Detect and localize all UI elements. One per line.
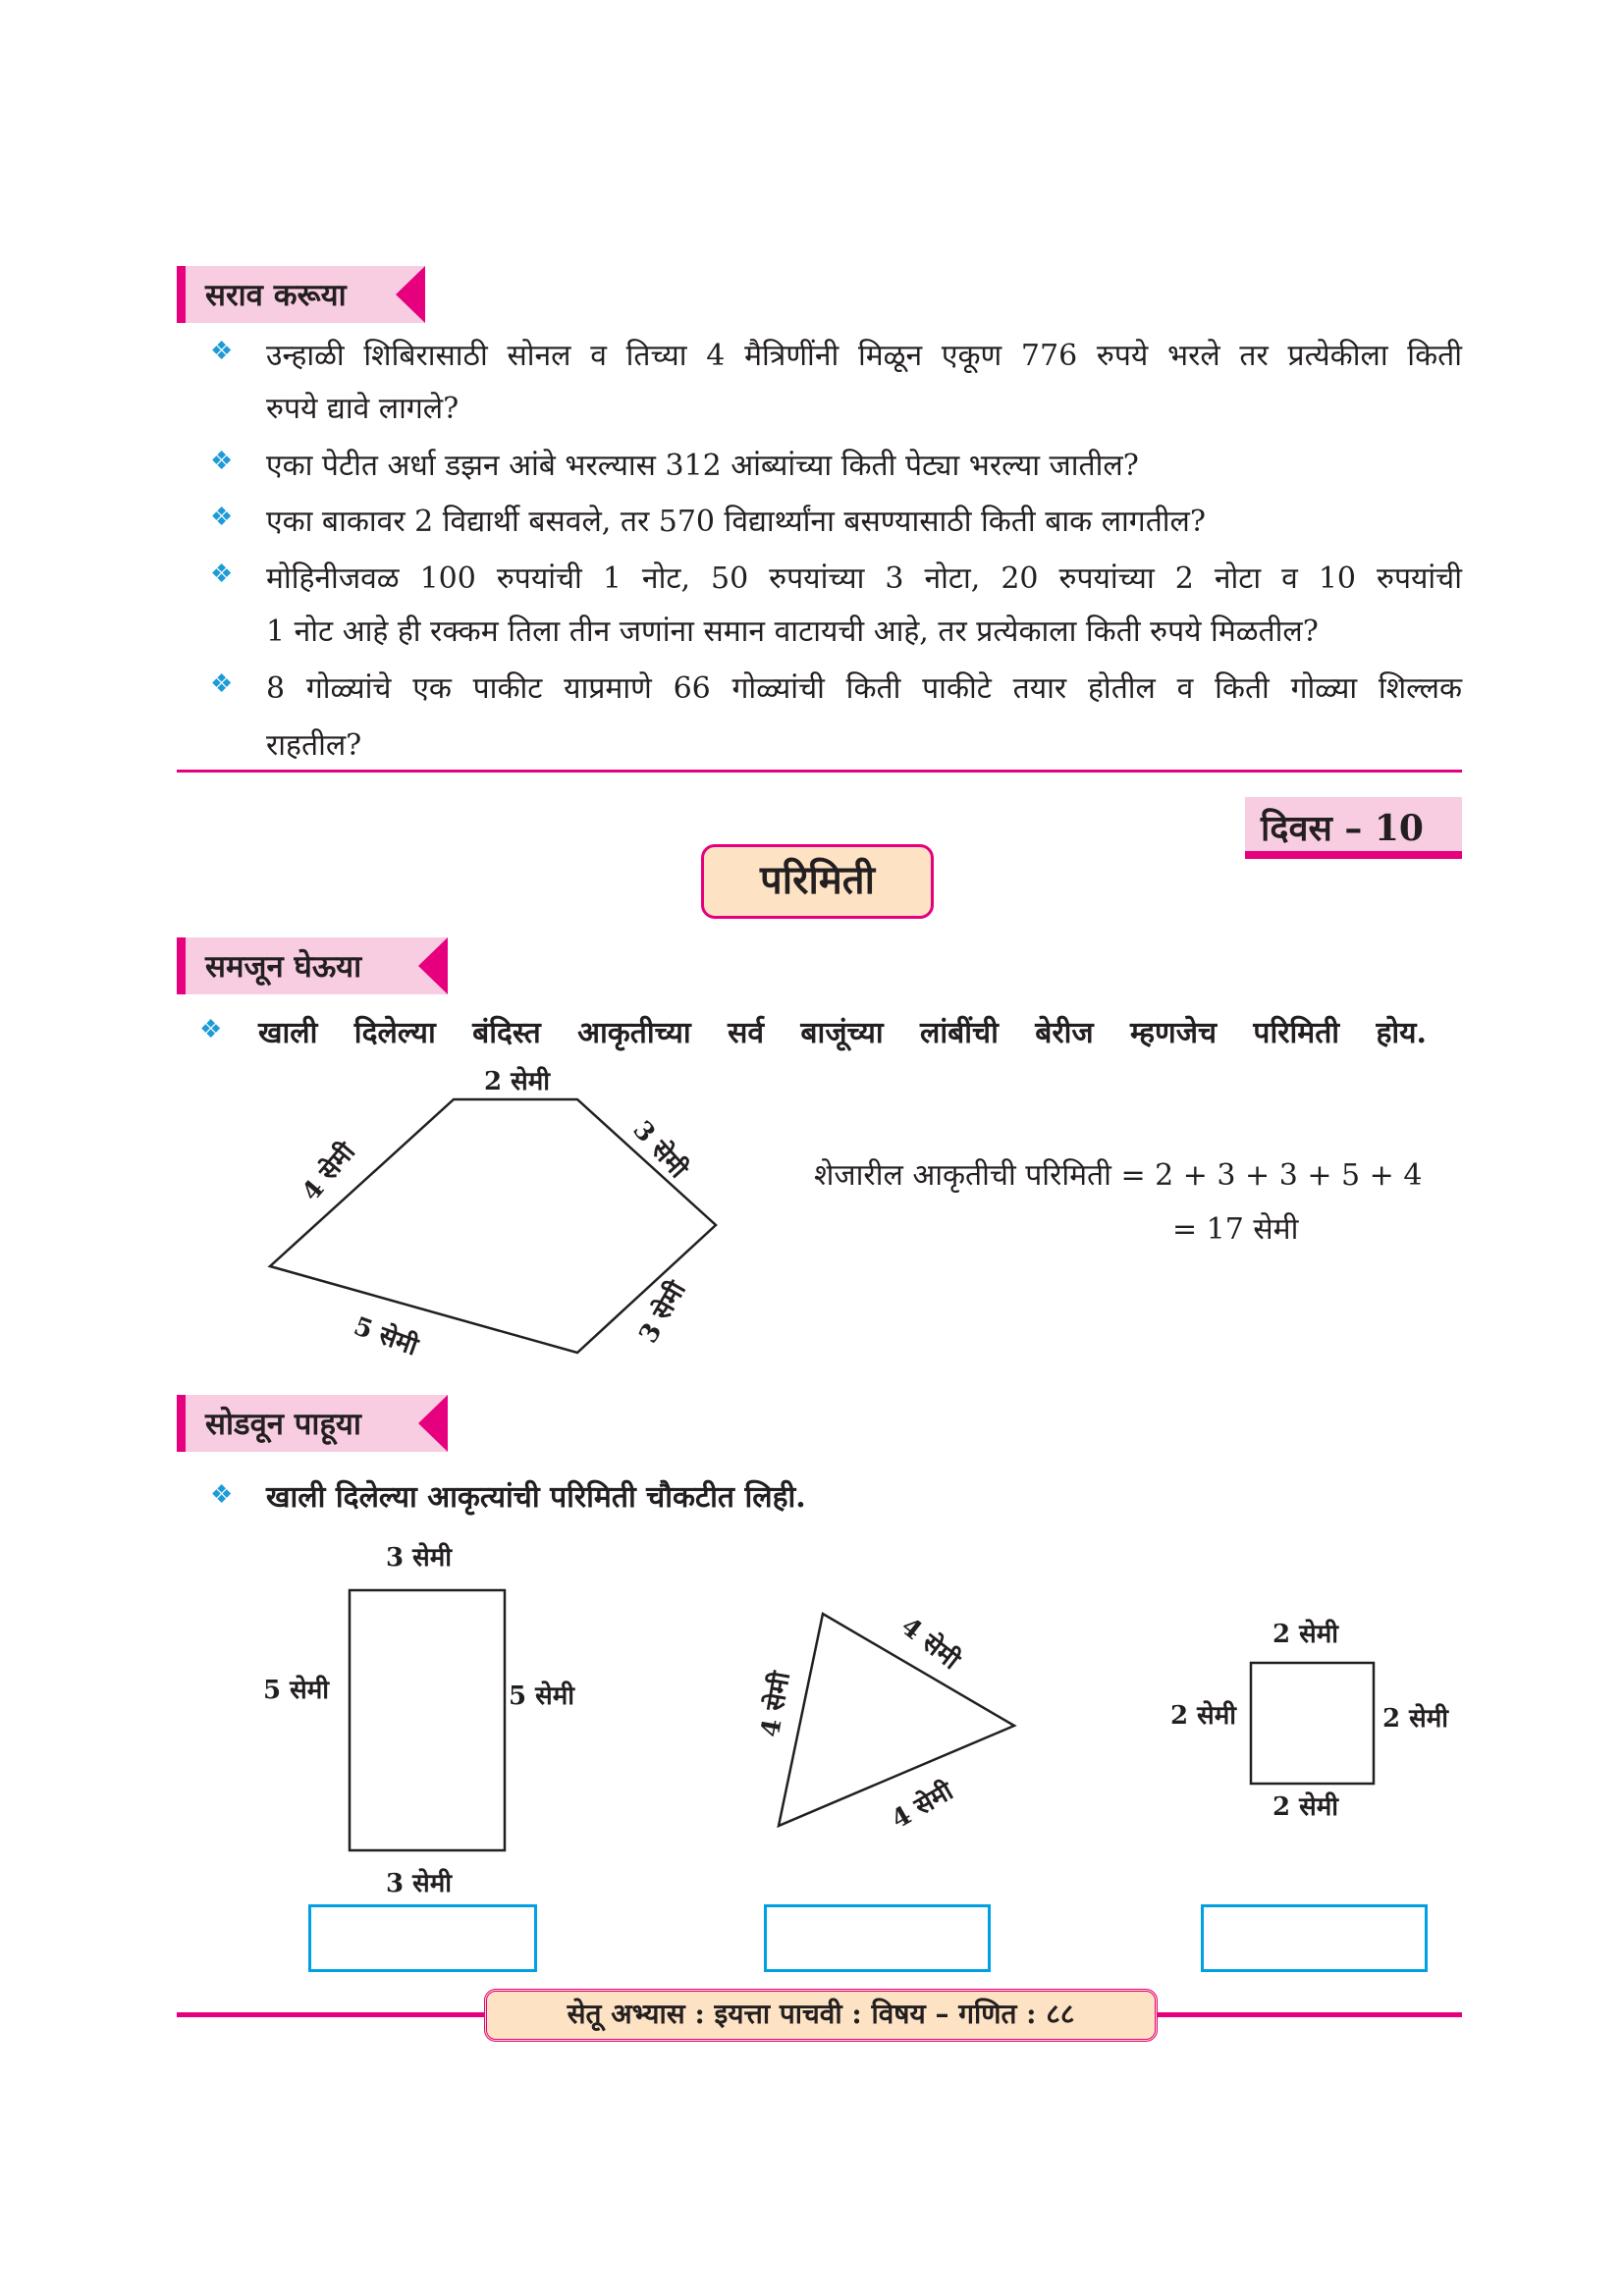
triangle-label-right: 4 सेमी: [894, 1612, 965, 1677]
rectangle-label-left: 5 सेमी: [263, 1676, 330, 1705]
diamond-bullet-icon: ❖: [210, 669, 234, 699]
list-item: उन्हाळी शिबिरासाठी सोनल व तिच्या 4 मैत्रिणींनी मिळून एकूण 776 रुपये भरले तर प्रत्येकीला किती: [266, 339, 1462, 373]
list-item: 8 गोळ्यांचे एक पाकीट याप्रमाणे 66 गोळ्यांची किती पाकीटे तयार होतील व किती गोळ्या शिल्लक: [266, 671, 1462, 706]
pentagon-label-lower-right: 3 सेमी: [633, 1276, 692, 1349]
understand-heading: समजून घेऊया: [205, 949, 362, 985]
rectangle-label-bottom: 3 सेमी: [386, 1869, 453, 1898]
triangle-label-left: 4 सेमी: [755, 1669, 797, 1739]
diamond-bullet-icon: ❖: [199, 1015, 223, 1044]
list-item: मोहिनीजवळ 100 रुपयांची 1 नोट, 50 रुपयांच्या 3 नोटा, 20 रुपयांच्या 2 नोटा व 10 रुपयांची: [266, 561, 1462, 596]
heading-arrow-icon: [418, 1395, 448, 1452]
pentagon-label-upper-right: 3 सेमी: [626, 1115, 693, 1185]
rectangle-label-top: 3 सेमी: [386, 1543, 453, 1573]
triangle-shape: [779, 1614, 1014, 1826]
pentagon-label-left: 4 सेमी: [297, 1137, 362, 1207]
list-item-cont: 1 नोट आहे ही रक्कम तिला तीन जणांना समान वाटायची आहे, तर प्रत्येकाला किती रुपये मिळतील?: [266, 614, 1319, 649]
solve-heading: सोडवून पाहूया: [205, 1407, 361, 1442]
rectangle-shape: [350, 1590, 505, 1850]
day-label: दिवस – 10: [1261, 808, 1424, 849]
answer-box-square[interactable]: [1201, 1904, 1428, 1972]
square-shape: [1251, 1663, 1374, 1784]
solve-instruction: खाली दिलेल्या आकृत्यांची परिमिती चौकटीत लिही.: [266, 1480, 806, 1515]
perimeter-result: = 17 सेमी: [1172, 1212, 1299, 1247]
footer-text: सेतू अभ्यास : इयत्ता पाचवी : विषय – गणित : ८८: [567, 1998, 1075, 2030]
answer-box-triangle[interactable]: [764, 1904, 991, 1972]
rectangle-label-right: 5 सेमी: [509, 1682, 575, 1711]
square-label-left: 2 सेमी: [1170, 1701, 1237, 1731]
pentagon-label-top: 2 सेमी: [484, 1067, 551, 1096]
definition-statement: खाली दिलेल्या बंदिस्त आकृतीच्या सर्व बाजूंच्या लांबींची बेरीज म्हणजेच परिमिती होय.: [258, 1016, 1427, 1050]
square-label-right: 2 सेमी: [1382, 1704, 1449, 1734]
section-heading-solve: [177, 1395, 448, 1452]
diamond-bullet-icon: ❖: [210, 560, 234, 589]
list-item-cont: रुपये द्यावे लागले?: [266, 392, 460, 426]
answer-box-rectangle[interactable]: [308, 1904, 537, 1972]
list-item-cont: राहतील?: [266, 728, 362, 763]
practice-heading: सराव करूया: [205, 278, 347, 313]
footer-banner: [484, 1989, 1158, 2042]
square-label-bottom: 2 सेमी: [1272, 1792, 1339, 1822]
perimeter-formula: शेजारील आकृतीची परिमिती = 2 + 3 + 3 + 5 + 4: [814, 1158, 1423, 1193]
diamond-bullet-icon: ❖: [210, 503, 234, 532]
pentagon-label-bottom: 5 सेमी: [350, 1311, 422, 1362]
topic-title: परिमिती: [760, 857, 875, 903]
list-item: एका पेटीत अर्धा डझन आंबे भरल्यास 312 आंब्यांच्या किती पेट्या भरल्या जातील?: [266, 449, 1139, 483]
list-item: एका बाकावर 2 विद्यार्थी बसवले, तर 570 विद्यार्थ्यांना बसण्यासाठी किती बाक लागतील?: [266, 505, 1206, 539]
diamond-bullet-icon: ❖: [210, 447, 234, 476]
diamond-bullet-icon: ❖: [210, 1480, 234, 1510]
diamond-bullet-icon: ❖: [210, 337, 234, 366]
square-label-top: 2 सेमी: [1272, 1620, 1339, 1649]
triangle-label-bottom: 4 सेमी: [886, 1776, 959, 1836]
